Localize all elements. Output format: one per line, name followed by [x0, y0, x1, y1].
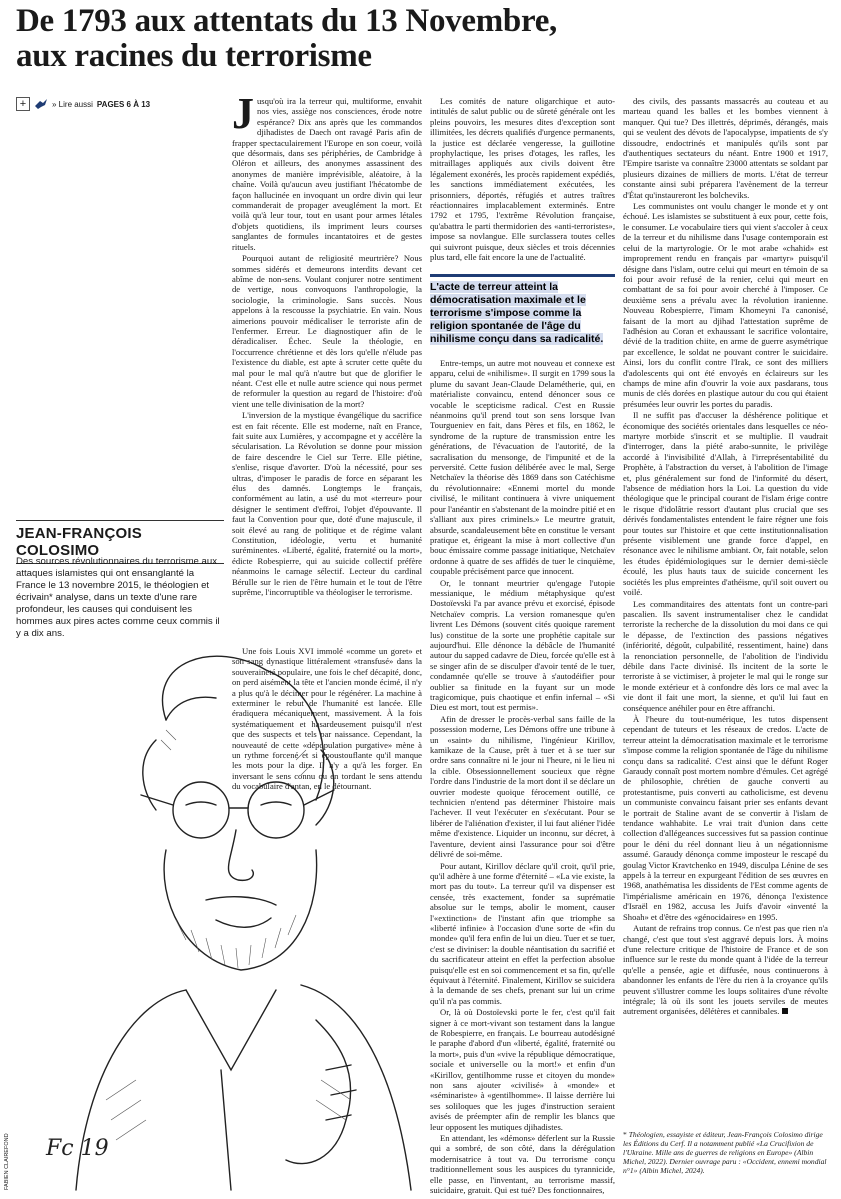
author-footnote — [623, 1130, 828, 1175]
footnote-marker: * — [623, 1130, 627, 1139]
drop-cap: J — [232, 89, 254, 138]
article-column-2 — [430, 358, 615, 1196]
paragraph: Pour autant, Kirillov déclare qu'il croit, qu'il prie, qu'il adhère à une forme d'éternité – «La vie existe, la mort pas du tout». La terreur qu'il va dispenser est censée, très exactement, fonder sa suprématie absolue sur le temps, abolir le moment, causer l'«extinction» de l'instant afin que triomphe sa «liberté infinie» à l'occasion d'une sorte de «fin du monde» qu'il fera enfin de lui un dieu. Tuer et se tuer, c'est se diviniser: la double néantisation du sacrifié et du sacrificateur atteint en effet la perfection absolue puisqu'elle est en soi commencement et sa fin, qu'elle équivaut à l'éternité. Finalement, Kirillov se suicidera à la demande de ses chefs, prenant sur lui un crime qu'il n'a pas commis. — [430, 860, 615, 1006]
paragraph: En attendant, les «démons» déferlent sur la Russie qui a sombré, de son côté, dans la dérégulation modernisatrice à tout va. Du terrorisme conçu traditionnellement sous les auspices du tyrannicide, elle passe, en l'inventant, au terrorisme massif, suicidaire, gratuit. Qui est tué? Des fonctionnaires, — [430, 1133, 615, 1196]
paragraph: Or, là où Dostoïevski porte le fer, c'est qu'il fait signer à ce mort-vivant son testament dans la langue de Robespierre, en français. Le bourreau autodésigné le paraphe d'abord d'un «liberté, égalité, fraternité ou la mort», puis d'un «vive la république démocratique, sociale et universelle ou la mort!» et enfin d'un «Kirillov, gentilhomme russe et citoyen du monde» non sans ajouter «civilisé» à «monde» et «séminariste» à «gentilhomme». Il laisse derrière lui ses soliloques que les juges d'instruction seraient avisés de préempter afin de remplir les blancs que leur opposent les mutiques djihadistes. — [430, 1007, 615, 1132]
paragraph: L'inversion de la mystique évangélique du sacrifice est en fait récente. Elle est moderne, naît en France, fait suite aux Lumières, y accompagne et y accélère la sécularisation. La Révolution se donne pour mission de faire descendre le Ciel sur Terre. Elle piétine, s'enlise, risque d'avorter. D'où la nécessité, pour ses ultras, d'imposer le paradis de force en séparant les élus des damnés. Longtemps le français, conformément au latin, a usé du mot «terreur» pour désigner le sentiment d'effroi, l'objet d'épouvante. Il faut la Convention pour que, doté d'une majuscule, il soit élevé au rang de politique et de régime valant Constitution, idéologie, vertu et humanité suréminentes. «Liberté, égalité, fraternité ou la mort», édicte Robespierre, qui au suicide collectif préfère néanmoins le carnage sélectif. Lecteur du cardinal Bérulle sur le rien de l'être humain et le tout de l'être suprême, l'incorruptible va théologiser le terrorisme. — [232, 410, 422, 598]
headline-line-2: aux racines du terrorisme — [16, 38, 372, 74]
pull-quote-text: L'acte de terreur atteint la démocratisation maximale et le terrorisme s'impose comme la religion spontanée de l'âge du nihilisme conçu dans sa radicalité. — [430, 281, 604, 345]
paragraph: Afin de dresser le procès-verbal sans faille de la possession moderne, Les Démons offre une tribune à un «saint» du nihilisme, l'ingénieur Kirillov, kamikaze de la Cause, prêt à tuer et à se tuer sur ordre sans connaître ni le jour ni l'heure, ni le lieu ni la cible. Obsessionnellement soucieux que règne l'ordre dans l'industrie de la mort dont il se déclare un ouvrier modeste quoique férocement outillé, ce technicien n'entend pas déterminer l'histoire mais l'achever. Il veut l'exécuter en s'exécutant. Pour se libérer de l'aliénation d'exister, il lui faut aliéner l'idée même d'existence. Liquider un inconnu, sur décret, à l'aventure, devient ainsi l'assurance pour soi d'être délivré de soi-même. — [430, 713, 615, 860]
author-byline: JEAN-FRANÇOIS COLOSIMO — [16, 520, 224, 564]
pull-quote — [430, 274, 615, 352]
article-column-2-top — [430, 96, 615, 296]
illustration-credit: FABIEN CLAIREFOND — [4, 1133, 10, 1190]
footnote-text: Théologien, essayiste et éditeur, Jean-François Colosimo dirige les Éditions du Cerf. Il a notamment publié «La Crucifixion de l'Ukraine. Mille ans de guerres de religions en Europe» (Albin Michel, 2022). Dernier ouvrage paru : «Occident, ennemi mondial n°1» (Albin Michel, 2024). — [623, 1130, 827, 1175]
article-column-1 — [232, 89, 422, 646]
end-mark-icon — [782, 1008, 788, 1014]
author-portrait-sketch — [16, 600, 416, 1190]
paragraph: Les communistes ont voulu changer le monde et y ont échoué. Les islamistes se substituent à eux pour, cette fois, le consumer. Le vocabulaire tiers qui vient s'accoler à ceux de la terreur et du nihilisme dans l'usage contemporain est celui de la martyrologie. Or le mot arabe «chahid» est improprement rendu en français par «martyr» puisqu'il désigne dans l'islam, outre celui qui meurt en témoin de sa foi pour avoir refusé de la renier, celui qui meurt en combattant de sa foi pour avoir cherché à l'imposer. Ce deuxième sens a prévalu avec la révolution iranienne. Nouveau Robespierre, l'imam Khomeyni l'a canonisé, faisant de la mort au djihad l'attestation suprême de l'adhésion au Coran et exhaussant le sacrifice volontaire, dévié de la tradition chiite, en arme de guerre asymétrique par excellence, le soldat ne pouvant contrer le suicidaire. Ainsi, lors du conflit contre l'Irak, ce sont des milliers d'adolescents qui ont été envoyés en éclaireurs sur les champs de mine afin d'ouvrir la voie aux pasdarans, tous munis de clés dorées en plastique autour du cou qui étaient présumées leur ouvrir les portes du paradis. — [623, 201, 828, 409]
paragraph: Or, le tonnant meurtrier qu'engage l'utopie messianique, le médium métaphysique qu'est Dostoïevski l'a par avance prévu et exorcisé, épisode Netchaïev compris. La version romanesque qu'en livrent Les Démons (souvent cités quoique rarement lus) constitue de la sorte une prophétie capitale sur aujourd'hui. Elle dénonce la débâcle de l'humanité autour du sapped cadavre de Dieu, forcée qu'elle est à se singer afin de se disculper d'avoir tenté de le tuer, condamnée qu'elle se trouve à s'autodéifier pour oublier sa finitude en la fuyant sur un mode tragicomique, puis chaotique et enfin infernal – «Si Dieu est mort, tout est permis». — [430, 577, 615, 713]
closing-paragraph: Autant de refrains trop connus. Ce n'est pas que rien n'a changé, c'est que tout s'est aggravé depuis lors. À moins d'une relecture critique de l'histoire de France et de son influence sur le reste du monde quant à l'idée de la terreur qu'elle a pensée, agie et diffusée, nous continuerons à abandonner les enfants de l'ère du rien à la croyance qu'ils peuvent s'illustrer comme les loups solitaires d'une révolte intégrale; là où ils sont les jouets serviles de meutes autrement organisées, délétères et cannibales. — [623, 923, 828, 1017]
paragraph: des civils, des passants massacrés au couteau et au marteau quand les balles et les bombes viennent à manquer. Qui tue? Des illettrés, déprimés, dérangés, mais qui se veulent des dévots de l'apocalypse, impatients de s'y dissoudre, endoctrinés et manipulés qu'ils sont par d'authentiques sectateurs du néant. Entre 1900 et 1917, l'Empire tsariste va connaître 23000 attentats se soldant par plusieurs dizaines de milliers de morts. L'état de terreur constante ainsi subi préparera l'avènement de la terreur d'État qu'instaureront les bolcheviks. — [623, 96, 828, 200]
paragraph: Une fois Louis XVI immolé «comme un goret» et son sang dynastique littéralement «transfusé» dans la souveraineté populaire, une fois le chef décapité, donc, on perd aisément la tête et l'ancien monde écimé, il n'y a plus qu'à le décimer pour le régénérer. La machine à exterminer le rebut de l'humanité est lancée. Elle éradiquera mécaniquement, massivement. À la fois systématiquement et hasardeusement puisqu'il n'est que des suspects et tels par naissance. Cependant, la nouveauté de cette «dépopulation purgative» mène à un rythme forcené et si époustouflante qu'il manque les mots pour la dire. Il n'y a qu'à les forger. En inversant le sens connu ou en tordant le sens attendu du vocabulaire d'antan, en le détournant. — [232, 646, 422, 792]
see-also-link[interactable] — [16, 96, 216, 112]
paragraph: Les comités de nature oligarchique et auto-intitulés de salut public ou de sûreté générale ont les pleins pouvoirs, les mesures dites d'exception sont illimitées, les décrets qualifiés d'urgence permanents, la justice est déclarée vengeresse, la guillotine prophylactique, les prises d'otages, les rafles, les mitraillages appliqués aux civils doivent être légalement exonérés, les procès rapidement expédiés, les sanctions immédiatement exécutées, les prisonniers, déportés, réfugiés et autres traîtres réactionnaires implacablement exterminés. Entre 1792 et 1795, l'extrême Révolution française, qu'abattra le parti thermidorien des «anti-terroristes», impose sa novlangue. Elle surclassera toutes celles qui suivront puisque, deux siècles et trois décennies plus tard, elle fait encore la une de l'actualité. — [430, 96, 615, 263]
figaro-bird-icon — [34, 98, 48, 110]
article-column-3 — [623, 96, 828, 1146]
plus-icon: + — [16, 97, 30, 111]
paragraph: À l'heure du tout-numérique, les tutos dispensent cependant de tuteurs et les réseaux de credos. L'acte de terreur atteint la démocratisation maximale et le terrorisme s'impose comme la religion spontanée de l'âge du nihilisme conçu dans sa radicalité. C'est ainsi que le défunt Roger Garaudy connaît post mortem nombre d'émules. Cet agrégé de philosophie, chrétien de gauche converti au protestantisme, puis converti au catholicisme, est devenu un communiste convaincu faisant prier ses enfants devant le portrait de Staline avant de se convertir à l'islam de tendance wahhabite. Le vrai trait d'union dans cette collection d'allégeances successives fut sa passion continue pour le déni du réel donnant lieu à un négationnisme assumé. Garaudy dénonça comme imposteur le rescapé du goulag Victor Kravtchenko en 1949, disculpa Lénine de ses appels à la terreur en expurgeant l'édition de ses œuvres en 1968, anathématisa les dissidents de l'Est comme agents de l'impérialisme américain en 1976, dénonça l'existence d'Israël en 1982, accusa les Juifs d'avoir «inventé la Shoah» et d'être des «génocidaires» en 1995. — [623, 713, 828, 922]
see-also-label: » Lire aussi — [52, 99, 93, 109]
paragraph: Pourquoi autant de religiosité meurtrière? Nous sommes sidérés et demeurons interdits devant cet abîme de non-sens. Voulant conjurer notre sentiment de vertige, nous convoquons l'anthropologie, la sociologie, la criminologie. Sans succès. Nous appelons à la rescousse la psychiatrie. En vain. Nous aimerions pouvoir médicaliser le terroriste afin de l'enfermer. Erreur. Le diagnostiquer afin de le déradicaliser. Échec. Seule la théologie, en l'occurrence chrétienne et dès lors qu'elle n'élude pas l'existence du diable, est apte à scruter cette quête du mal pour le mal qu'à n'autre but que de glorifier le néant. C'est elle et nulle autre science qui nous permet de reformuler la question au regard de l'histoire: d'où vient une telle divinisation de la mort? — [232, 253, 422, 409]
headline-line-1: De 1793 aux attentats du 13 Novembre, — [16, 3, 558, 39]
paragraph: Il ne suffit pas d'accuser la déshérence politique et économique des sociétés orientales dans lesquelles ce néo-martyre morbide s'inscrit et se multiplie. Il vaudrait d'interroger, dans la piété arabo-sunnite, le privilège accordé à l'invisibilité d'Allah, à l'irreprésentabilité du Prophète, à l'abstraction du verset, à l'abolition de l'image et, plus généralement sur fond de l'informité du désert, l'absence de médiation hors la Loi. La question du vide théologique que le principal courant de l'islam érige contre le risque d'idolâtrie ressort d'autant plus crucial que ses dérivés fondamentalistes entendent le faire régner une fois pour toutes sur l'histoire et que cette institutionnalisation présente visiblement une grande force d'appel, en résonance avec le nihilisme ambiant. Or, fait notable, selon les études épidémiologiques sur le dernier demi-siècle écoulé, les plus hauts taux de suicide concernent les sociétés les plus empreintes d'athéisme, qu'il soit ouvert ou voilé. — [623, 410, 828, 598]
paragraph — [623, 923, 828, 1017]
paragraph: Entre-temps, un autre mot nouveau et connexe est apparu, celui de «nihilisme». Il surgit en 1799 sous la plume du savant Jean-Claude Delamétherie, qui, en matérialiste convaincu, entend dénoncer sous ce vocable le scepticisme radical. C'est en Russie néanmoins qu'il prend tout son sens lorsque Ivan Tourgueniev en fait, dans Pères et fils, en 1862, le syndrome de la rupture de transmission entre les générations, de l'évacuation de l'autorité, de la sacralisation du mensonge, de l'impunité et de la perversité. Cette fusion délibérée avec le mal, Serge Netchaïev la théorise dès 1869 dans son Catéchisme du révolutionnaire: «Ennemi mortel du monde civilisé, le militant continuera à vivre uniquement pour l'anéantir en s'abstenant de la moindre pitié et en s'alliant aux pires criminels.» Le meurtre gratuit, absurde, scandaleusement bête en constitue le versant pratique et, érigeant la mise à mort collective d'un bouc émissaire comme passage initiatique, Netchaïev ordonne à quatre de ses affidés de tuer le cinquième, coupable précisément parce que innocent. — [430, 358, 615, 577]
article-intro: Des sources révolutionnaires du terrorisme aux attaques islamistes qui ont ensanglanté la France le 13 novembre 2015, le théologien et écrivain* analyse, dans un texte d'une rare profondeur, les causes qui conduisent les hommes aux pires actes comme ceux commis il y a dix ans. — [16, 556, 220, 639]
headline — [16, 4, 826, 74]
artist-signature: Fc 19 — [46, 1136, 109, 1161]
paragraph: Les commanditaires des attentats font un contre-pari pascalien. Ils savent instrumentaliser chez le candidat terroriste la recherche de la dissolution du moi dans ce qui le dépasse, de l'extinction des passions négatives (infériorité, dégoût, culpabilité, ressentiment, haine) dans la renonciation personnelle, de l'abolition de l'individu débile dans l'acte divinisé. Ils incitent de la sorte le terroriste à se victimiser, à projeter le mal qui le ronge sur le monde extérieur et à confondre dès lors ce mal avec la vie dont il fait une mort, la sienne, et qu'il lui faut en conséquence anéhiler pour en être affranchi. — [623, 598, 828, 713]
paragraph: usqu'où ira la terreur qui, multiforme, envahit nos vies, assiège nos consciences, érode notre espérance? Dix ans après que les commandos djihadistes de Daech ont ravagé Paris afin de frapper spectaculairement l'Europe en son coeur, voilà que désormais, dans ses périphéries, de Cambridge à Oléron et ailleurs, des anonymes assassinent des anonymes de manière imprévisible, aléatoire, à la chaîne. Voilà qu'aucun aveu justifiant l'hécatombe de façon hallucinée en invoquant un ordre divin qui leur commanderait de propager aveuglément la mort. Et voilà qu'à leur tour, tout en usant pour armes létales d'objets quotidiens, ils impriment leurs courses sanglantes de formules incantatoires et de gestes rituels. — [232, 96, 422, 252]
see-also-pages: PAGES 6 À 13 — [96, 99, 151, 109]
